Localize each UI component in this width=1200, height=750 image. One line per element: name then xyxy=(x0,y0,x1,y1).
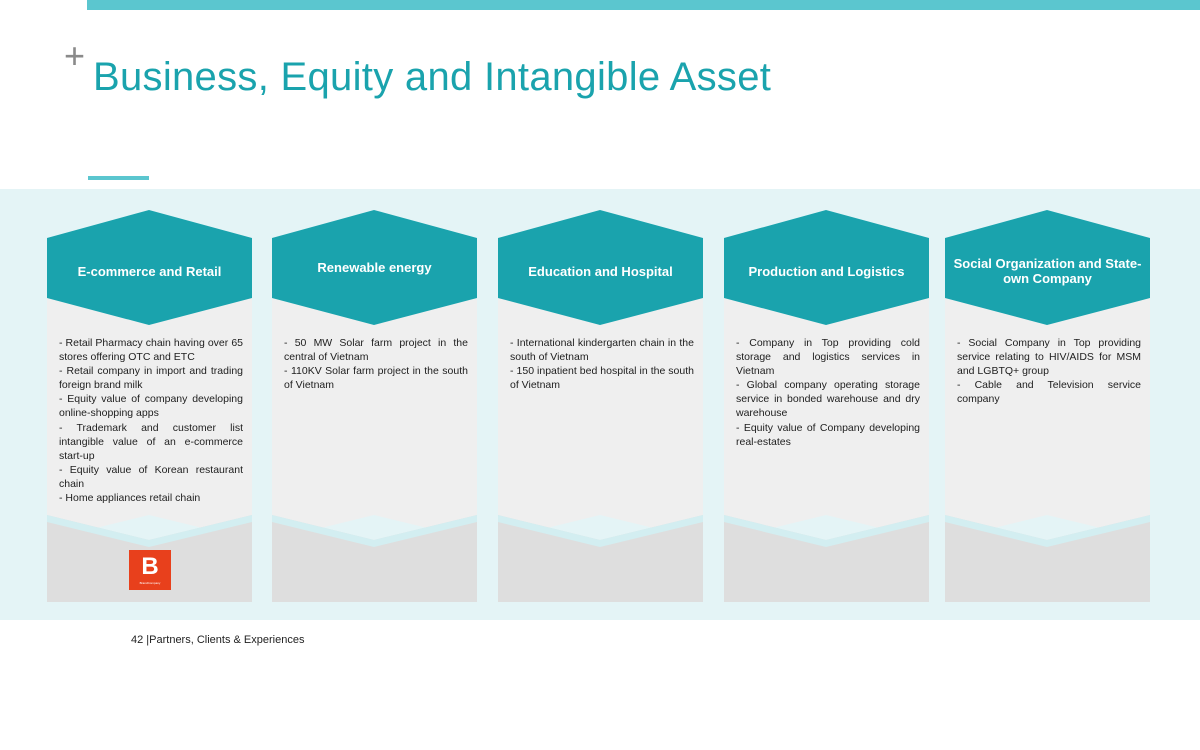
list-item: - Retail company in import and trading foreign brand milk xyxy=(59,365,243,392)
plus-icon: + xyxy=(64,35,86,76)
top-accent-bar xyxy=(87,0,1200,10)
list-item: - Company in Top providing cold storage and logistics services in Vietnam xyxy=(736,337,920,378)
column-production-logistics xyxy=(724,210,929,602)
column-body xyxy=(736,336,920,449)
list-item: - Retail Pharmacy chain having over 65 stores offering OTC and ETC xyxy=(59,337,243,364)
list-item: - Home appliances retail chain xyxy=(59,492,201,505)
list-item: - 150 inpatient bed hospital in the south of Vietnam xyxy=(510,365,694,392)
logo-mark: B xyxy=(141,553,159,580)
title-underline xyxy=(88,176,149,180)
column-social-organization xyxy=(945,210,1150,602)
column-renewable-energy xyxy=(272,210,477,602)
list-item: - Cable and Television service company xyxy=(957,379,1141,406)
column-body xyxy=(510,336,694,392)
column-title: Education and Hospital xyxy=(528,263,673,279)
company-logo xyxy=(129,550,171,590)
list-item: - International kindergarten chain in the south of Vietnam xyxy=(510,337,694,364)
list-item: - Equity value of company developing online-shopping apps xyxy=(59,393,243,420)
list-item: - Global company operating storage service in bonded warehouse and dry warehouse xyxy=(736,379,920,420)
column-ecommerce-retail xyxy=(47,210,252,602)
column-title: Renewable energy xyxy=(317,259,432,275)
logo-text: BrandCompany xyxy=(139,581,161,585)
list-item: - Equity value of Company developing real-estates xyxy=(736,421,920,448)
column-body xyxy=(59,336,243,505)
list-item: - Social Company in Top providing service relating to HIV/AIDS for MSM and LGBTQ+ group xyxy=(957,337,1141,378)
column-title: Social Organization and State-own Company xyxy=(953,256,1142,286)
column-body xyxy=(284,336,468,392)
column-title: Production and Logistics xyxy=(748,263,905,279)
list-item: - 110KV Solar farm project in the south of Vietnam xyxy=(284,365,468,392)
list-item: - Equity value of Korean restaurant chain xyxy=(59,463,243,490)
page-footer: 42 |Partners, Clients & Experiences xyxy=(131,634,305,646)
column-body xyxy=(957,336,1141,406)
column-title: E-commerce and Retail xyxy=(77,263,222,279)
page-title: Business, Equity and Intangible Asset xyxy=(93,55,772,99)
list-item: - Trademark and customer list intangible value of an e-commerce start-up xyxy=(59,421,243,462)
column-education-hospital xyxy=(498,210,703,602)
list-item: - 50 MW Solar farm project in the central of Vietnam xyxy=(284,337,468,364)
